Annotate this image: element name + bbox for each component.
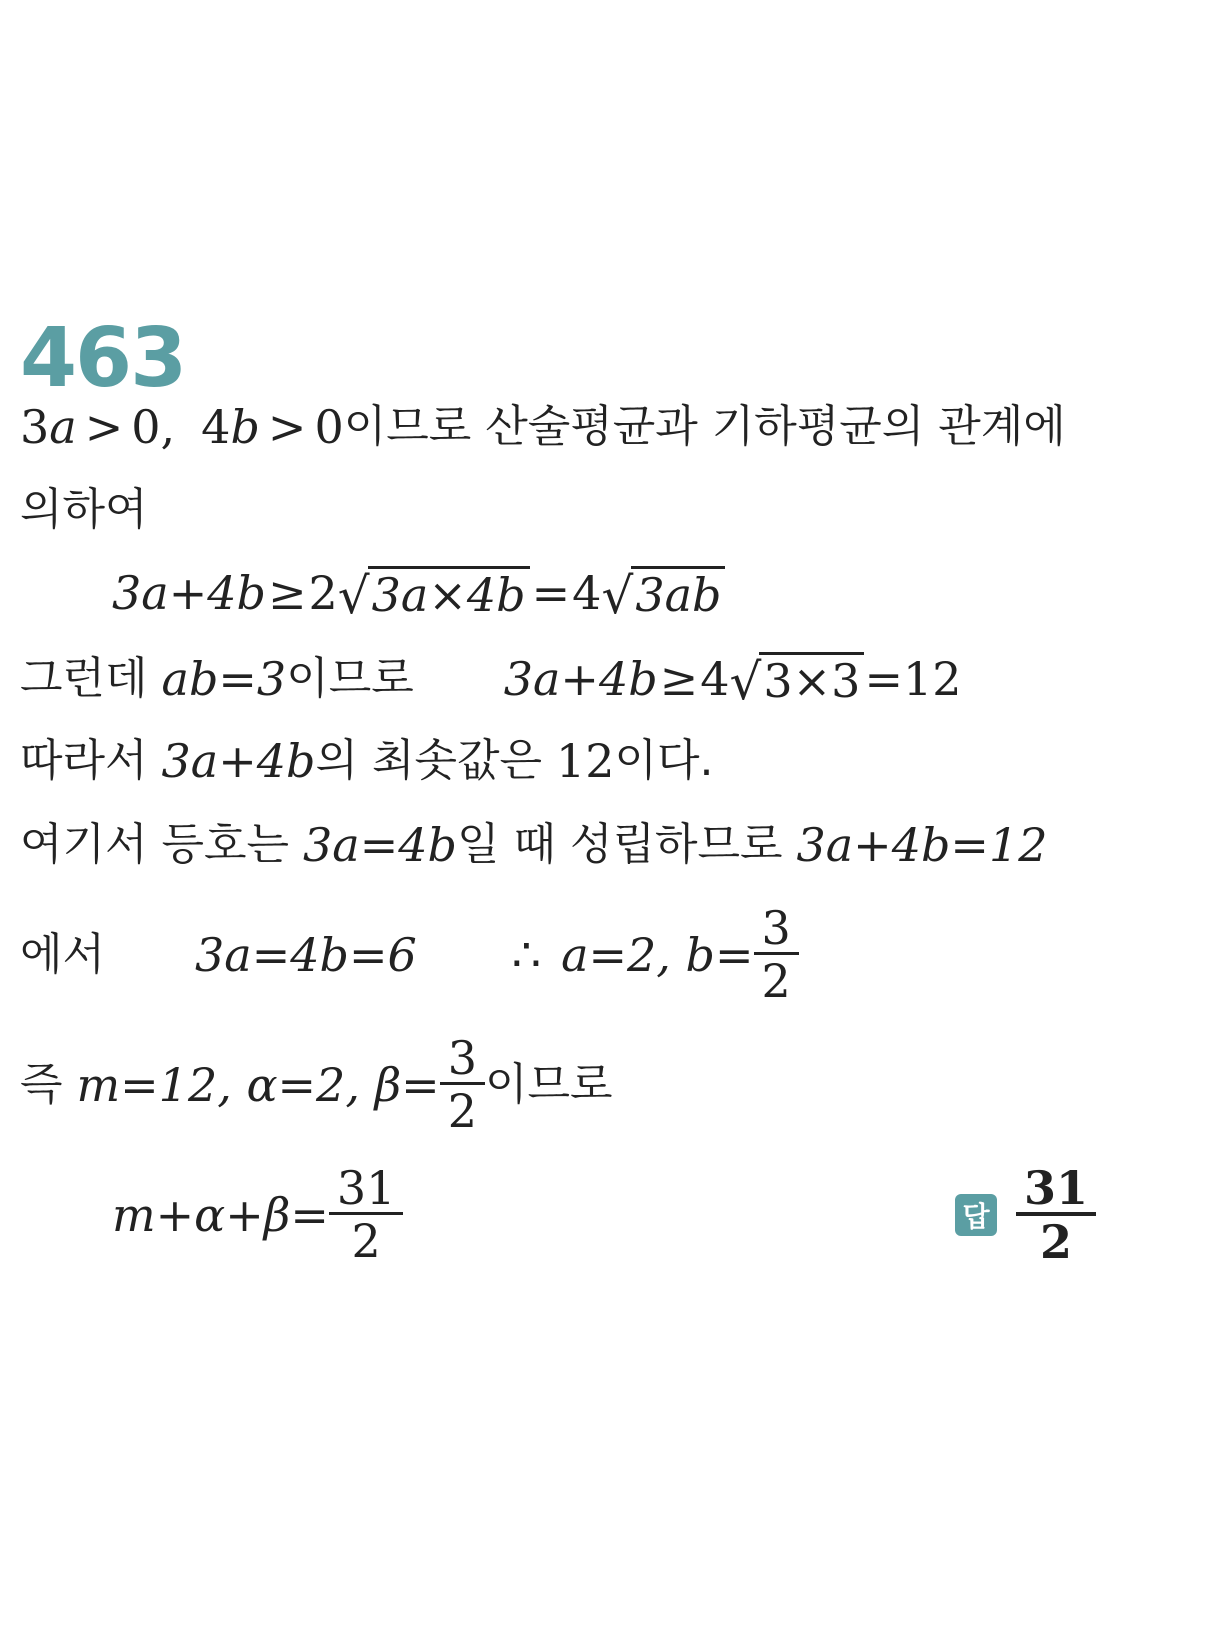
therefore-symbol: ∴ <box>511 927 542 982</box>
line9-fraction <box>333 1161 400 1269</box>
line5-value: 12 <box>555 734 615 788</box>
line3-coef2: 4 <box>572 565 602 620</box>
line1-gt2: > <box>267 400 307 454</box>
line-3 <box>112 565 725 626</box>
line3-eq: = <box>531 565 571 620</box>
line8-den: 2 <box>440 1082 485 1135</box>
line9-expr: m+α+β= <box>112 1187 329 1242</box>
line4-coef: 4 <box>700 651 730 706</box>
line3-ge: ≥ <box>267 565 307 620</box>
line4-rhs: =12 <box>864 651 962 706</box>
line-1 <box>20 400 1066 454</box>
line8-text2: 이므로 <box>485 1058 613 1110</box>
line-5 <box>20 734 714 788</box>
line1-text: 이므로 산술평균과 기하평균의 관계에 <box>343 401 1066 452</box>
line1-b: b <box>230 400 260 454</box>
line8-fraction <box>444 1031 481 1139</box>
line-2 <box>20 484 148 535</box>
answer-num: 31 <box>1024 1161 1089 1215</box>
line4-text2: 이므로 <box>286 652 414 704</box>
line9-den: 2 <box>329 1212 404 1265</box>
line6-expr1: 3a=4b <box>303 818 457 872</box>
line1-0: 0 <box>131 400 161 454</box>
line1-3: 3 <box>20 400 50 454</box>
line1-comma: , <box>160 400 176 454</box>
line7-num: 3 <box>761 901 791 955</box>
line4-expr1: ab=3 <box>161 651 287 706</box>
line-6 <box>20 818 1048 872</box>
line1-a: a <box>49 400 77 454</box>
line8-expr: m=12, α=2, β= <box>76 1057 440 1112</box>
line1-0b: 0 <box>314 400 344 454</box>
line8-num: 3 <box>447 1031 477 1085</box>
answer-den: 2 <box>1016 1212 1096 1266</box>
line6-expr2: 3a+4b=12 <box>796 818 1048 872</box>
line3-rad1: 3a×4b <box>368 566 530 619</box>
line4-sqrt: √ 3×3 <box>730 652 865 705</box>
line3-lhs: 3a+4b <box>112 565 266 620</box>
line5-text2: 의 최솟값은 <box>315 735 542 786</box>
line1-gt: > <box>84 400 124 454</box>
line8-text1: 즉 <box>20 1058 63 1110</box>
line-8 <box>20 1031 613 1139</box>
line2-text: 의하여 <box>20 484 148 535</box>
line-4 <box>20 651 962 712</box>
line3-coef: 2 <box>308 565 338 620</box>
line6-text2: 일 때 성립하므로 <box>456 819 783 870</box>
line4-text1: 그런데 <box>20 652 148 704</box>
line4-rad: 3×3 <box>759 652 864 705</box>
line7-den: 2 <box>754 952 799 1005</box>
line6-text1: 여기서 등호는 <box>20 819 290 870</box>
line7-expr2: a=2, b= <box>561 927 754 982</box>
line7-expr1: 3a=4b=6 <box>195 927 417 982</box>
line5-text1: 따라서 <box>20 735 148 786</box>
line7-text1: 에서 <box>20 928 106 980</box>
line5-expr: 3a+4b <box>161 734 316 788</box>
line5-text3: 이다. <box>614 735 714 786</box>
answer-badge: 답 <box>955 1194 997 1236</box>
line3-rad2: 3ab <box>631 566 725 619</box>
line1-4: 4 <box>201 400 231 454</box>
line4-ge: ≥ <box>659 651 699 706</box>
answer-fraction <box>1020 1161 1092 1270</box>
line3-sqrt1: √ 3a×4b <box>338 566 530 619</box>
line7-fraction <box>758 901 795 1009</box>
problem-number: 463 <box>20 311 186 406</box>
line9-num: 31 <box>336 1161 396 1215</box>
line3-sqrt2: √ 3ab <box>601 566 725 619</box>
line4-lhs: 3a+4b <box>503 651 658 706</box>
line-9 <box>112 1161 403 1269</box>
line-7 <box>20 901 799 1009</box>
